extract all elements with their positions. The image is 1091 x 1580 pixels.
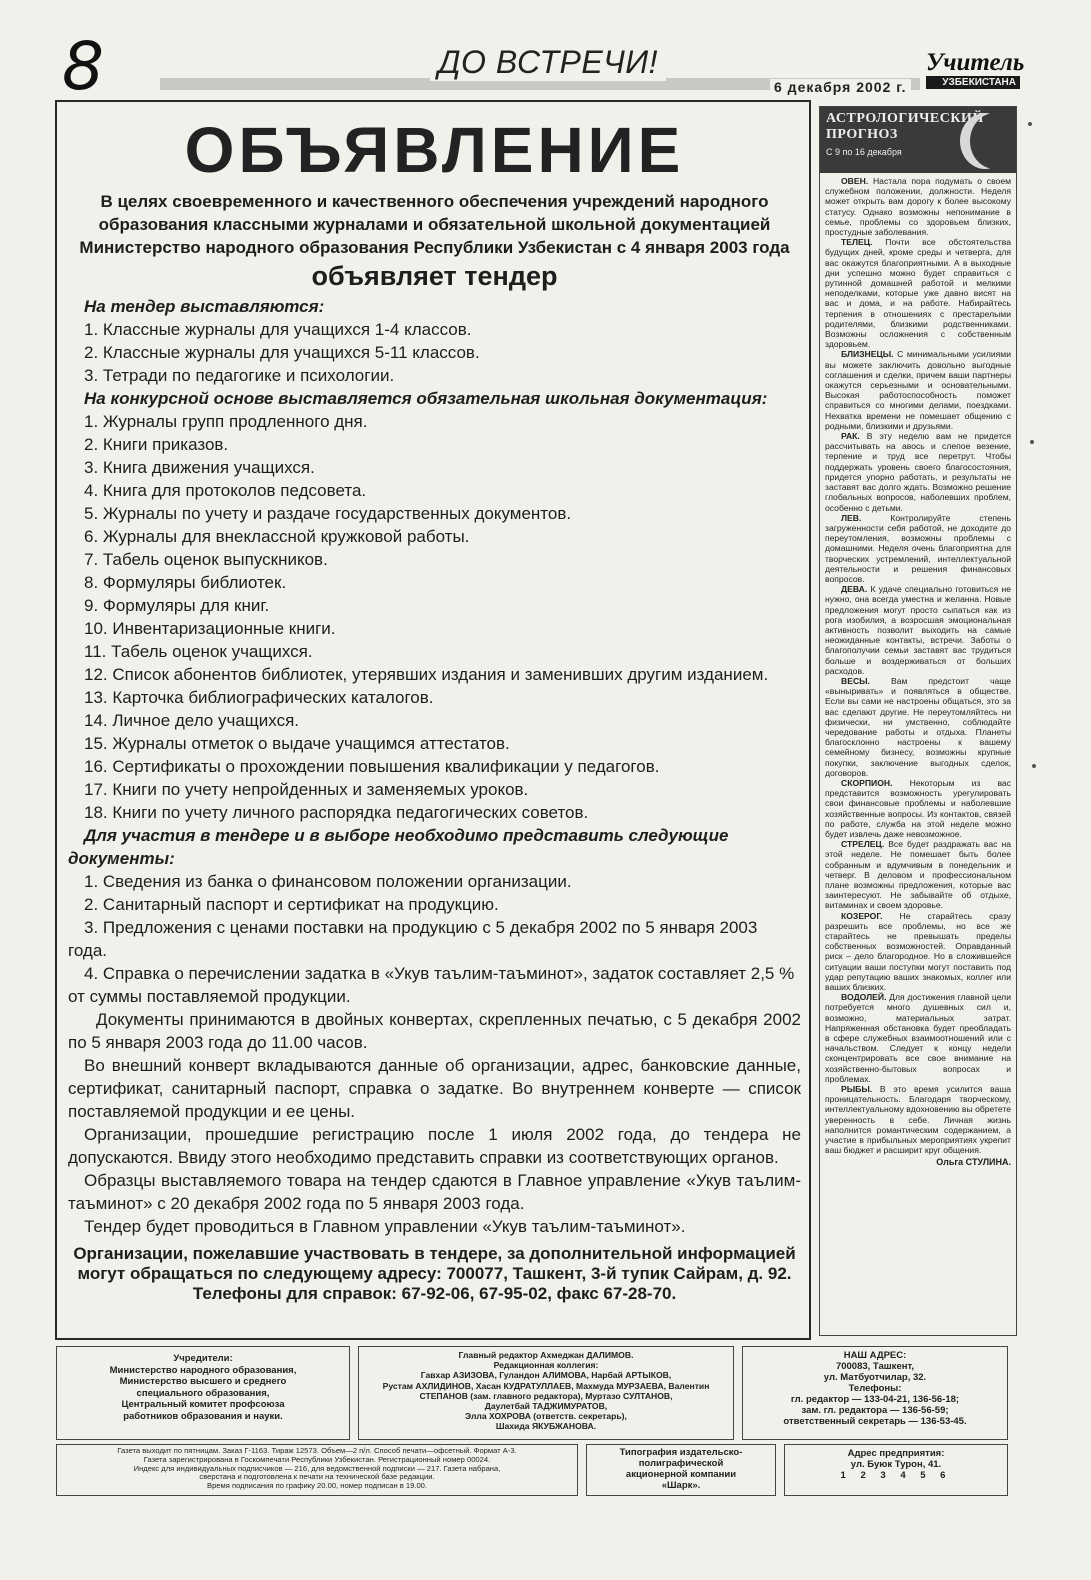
body-paragraph: Образцы выставляемого товара на тендер сдаются в Главное управление «Укув таълим-таъминот» с 20 декабря 2002 года по 5 января 2003 года. [68,1171,801,1213]
list-item: 15. Журналы отметок о выдаче учащимся аттестатов. [84,734,510,753]
sign-entry [825,431,1011,513]
section-heading: На конкурсной основе выставляется обязательная школьная документация: [84,389,768,408]
issue-date: 6 декабря 2002 г. [770,79,911,95]
binding-hole [1028,122,1032,126]
astro-header [820,107,1016,173]
list-item: 2. Книги приказов. [84,435,229,454]
address-line: НАШ АДРЕС: [843,1350,907,1361]
company-address-box [784,1444,1008,1496]
sign-text: Все будет раздражать вас на этой неделе. Не помешает быть более собранным и вдумчивым в понедельник и четверг. В деловом и профессиональном плане возможны предложения, которые вас заинтересуют. Не забывайте об отдыхе, витаминах и своем здоровье. [825,839,1011,911]
binding-hole [1030,440,1034,444]
founders-box [56,1346,350,1440]
sign-name: БЛИЗНЕЦЫ. [841,349,894,360]
sign-text: Контролируйте степень загруженности себя работой, не доходите до переутомления, возможны проблемы с домашними. Неделя очень благоприятна для творческих устремлений, интеллектуальной деятельности и решения финансовых вопросов. [825,512,1012,584]
sign-name: ВОДОЛЕЙ. [841,992,887,1003]
tech-line: Газета выходит по пятницам. Заказ Г-1163. Тираж 12573. Объем—2 п/л. Способ печати—офсетный. Формат А-3. [117,1446,517,1455]
sign-entry [825,911,1011,993]
printer-line: полиграфической [638,1458,724,1469]
tech-line: Газета зарегистрирована в Госкомпечати Республики Узбекистан. Регистрационный номер 00024. [143,1454,491,1464]
astro-date-range: С 9 по 16 декабря [826,147,902,157]
list-item: 12. Список абонентов библиотек, утерявших издания и заменивших другим изданием. [84,665,769,684]
sign-entry [825,513,1011,584]
list-item: 8. Формуляры библиотек. [84,573,287,592]
rubric-title: ДО ВСТРЕЧИ! [430,44,666,81]
address-line: зам. гл. редактора — 136-56-59; [801,1405,949,1416]
editors-line: Рустам АХЛИДИНОВ, Хасан КУДРАТУЛЛАЕВ, Махмуда МУРЗАЕВА, Валентин [382,1380,710,1391]
sign-text: С минимальными усилиями вы можете заключить довольно выгодные соглашения и сделки, причем ваши партнеры окажутся серьезными и основательными. Высокая работоспособность поможет справиться со многими делами, поездками. Нехватка времени не помешает общению с родными, близкими и друзьями. [825,349,1011,431]
founders-line: Министерство высшего и среднего [119,1376,287,1387]
editors-line: Шахида ЯКУБЖАНОВА. [495,1421,597,1432]
sign-name: ОВЕН. [841,176,869,186]
newspaper-logo [926,49,1025,90]
editors-line: Главный редактор Ахмеджан ДАЛИМОВ. [458,1350,634,1360]
astro-author: Ольга СТУЛИНА. [936,1156,1011,1167]
address-line: 700083, Ташкент, [835,1361,915,1372]
sign-name: ЛЕВ. [841,512,862,523]
founders-line: специального образования, [136,1387,270,1399]
list-item: 13. Карточка библиографических каталогов. [84,688,434,707]
list-item: 1. Журналы групп продленного дня. [84,412,368,431]
list-item: 9. Формуляры для книг. [84,596,270,615]
sign-name: СТРЕЛЕЦ. [841,839,885,850]
address-box [742,1346,1008,1440]
tech-line: Индекс для индивидуальных подписчиков — 216, для ведомственной подписки — 217. Газета набрана, [133,1463,501,1473]
list-item: 10. Инвентаризационные книги. [84,619,336,638]
sign-name: РЫБЫ. [841,1084,873,1095]
sign-text: Настала пора подумать о своем служебном положении, должности. Неделя может открыть вам дорогу к более высокому статусу. Однако возможны непонимание в семье, проблемы со здоровьем близких, простудные заболевания. [825,176,1012,238]
sign-text: В эту неделю вам не придется рассчитывать на авось и слепое везение, терпение и труд все перетрут. Чтобы поддержать уровень своего благосостояния, придется упорно работать, и результаты не заставят вас долго ждать. Возможно решение глобальных вопросов, наболевших проблем, особенно с детьми. [825,431,1011,513]
sign-entry [825,839,1011,910]
sign-entry [825,992,1011,1084]
announcement-intro-2: образования классными журналами и обязательной школьной документацией [98,215,771,234]
body-paragraph: Тендер будет проводиться в Главном управлении «Укув таълим-таъминот». [84,1217,686,1236]
sign-name: КОЗЕРОГ. [841,910,883,921]
address-line: Телефоны: [848,1383,902,1394]
list-item: 16. Сертификаты о прохождении повышения квалификации у педагогов. [84,757,660,776]
company-line: ул. Буюк Турон, 41. [850,1459,942,1470]
address-line: ответственный секретарь — 136-53-45. [783,1416,967,1427]
sign-entry [825,349,1011,431]
editors-line: СТЕПАНОВ (зам. главного редактора), Муртазо СУЛТАНОВ, [419,1390,673,1401]
company-line: Адрес предприятия: [847,1448,945,1459]
contact-line: Организации, пожелавшие участвовать в тендере, за дополнительной информацией [73,1244,796,1263]
sign-text: В это время усилится ваша проницательность. Благодаря творческому, интеллектуальному вдохновению вы обретете уверенность в себе. Личная жизнь наполнится романтическим содержанием, а участие в прибыльных мероприятиях укрепит ваш бюджет и расширит круг общения. [825,1084,1011,1156]
astro-body [820,173,1016,1167]
founders-line: Учредители: [173,1353,233,1364]
sign-name: ТЕЛЕЦ. [841,237,873,248]
editors-line: Даулетбай ТАДЖИМУРАТОВ, [484,1401,608,1412]
contact-line: Телефоны для справок: 67-92-06, 67-95-02, факс 67-28-70. [192,1284,677,1303]
announcement-title: ОБЪЯВЛЕНИЕ [184,114,685,186]
list-item: 1. Сведения из банка о финансовом положении организации. [84,872,572,891]
list-item: 18. Книги по учету личного распорядка педагогических советов. [84,803,589,822]
body-paragraph: Организации, прошедшие регистрацию после 1 июля 2002 года, до тендера не допускаются. Ввиду этого необходимо представить справки из соответствующих органов. [68,1125,801,1167]
sign-entry [825,676,1011,778]
list-item: 2. Санитарный паспорт и сертификат на продукцию. [84,895,499,914]
tech-line: Время подписания по графику 20.00, номер подписан в 19.00. [207,1481,427,1491]
list-item: 17. Книги по учету непройденных и заменяемых уроков. [84,780,529,799]
address-line: ул. Матбуотчилар, 32. [823,1372,927,1383]
list-item: 5. Журналы по учету и раздаче государственных документов. [84,504,572,523]
printer-line: «Шарк». [661,1480,701,1491]
contact-line: могут обращаться по следующему адресу: 700077, Ташкент, 3-й тупик Сайрам, д. 92. [77,1264,792,1283]
astro-title-line-2: ПРОГНОЗ [826,127,898,142]
sign-text: Не старайтесь сразу разрешить все проблемы, но все же старайтесь не превышать пределы собственных возможностей. Оправданный риск – дело благородное. Но в сложившейся ситуации ваши поступки могут поставить под удар репутацию ваших знакомых, коллег или ваших близких. [825,910,1011,993]
sign-name: ДЕВА. [841,584,868,595]
editorial-board-box [358,1346,734,1440]
printer-box [586,1444,776,1496]
tech-line: сверстана и подготовлена к печати на технической базе редакции. [199,1472,435,1482]
sign-name: ВЕСЫ. [841,675,870,686]
list-item: 4. Справка о перечислении задатка в «Укув таълим-таъминот», задаток составляет 2,5 % от суммы поставляемой продукции. [68,964,795,1006]
list-item: 3. Книга движения учащихся. [84,458,315,477]
list-item: 11. Табель оценок учащихся. [84,642,313,661]
binding-hole [1032,764,1036,768]
sign-entry [825,584,1011,676]
moon-icon [960,113,1010,169]
announcement-box [55,100,811,1340]
section-heading: Для участия в тендере и в выборе необходимо представить следующие документы: [68,826,729,868]
sign-entry [825,778,1011,839]
section-heading: На тендер выставляются: [84,297,325,316]
technical-info-box [56,1444,578,1496]
sign-text: Некоторым из вас представится возможность урегулировать свои финансовые проблемы и наболевшие хозяйственные вопросы. Из контактов, связей по работе, служба на этой неделе можно будет извлечь даже невозможное. [825,777,1012,839]
list-item: 6. Журналы для внеклассной кружковой работы. [84,527,470,546]
founders-line: Министерство народного образования, [109,1364,297,1376]
editors-line: Редакционная коллегия: [493,1360,599,1371]
list-item: 7. Табель оценок выпускников. [84,550,328,569]
tender-heading: объявляет тендер [311,261,558,291]
sign-name: СКОРПИОН. [841,777,893,788]
logo-script: Учитель [926,49,1025,76]
astro-column [819,106,1017,1336]
editors-line: Гавхар АЗИЗОВА, Гуландон АЛИМОВА, Нарбай АРТЫКОВ, [420,1370,672,1381]
sign-entry [825,237,1011,349]
sign-entry [825,1084,1011,1155]
list-item: 2. Классные журналы для учащихся 5-11 классов. [84,343,480,362]
list-item: 4. Книга для протоколов педсовета. [84,481,367,500]
founders-line: Центральный комитет профсоюза [121,1399,285,1410]
sign-text: Вам предстоит чаще «выныривать» и появляться в обществе. Если вы сами не настроены общаться, это за вас сделают другие. Не переутомляйтесь ни физически, ни умственно, соблюдайте чередование работы и отдыха. Планеты благосклонно настроены к вашему семейному бизнесу, возможны крупные покупки, заключение выгодных сделок, договоров. [825,675,1011,778]
body-paragraph: Документы принимаются в двойных конвертах, скрепленных печатью, с 5 декабря 2002 по 5 января 2003 года до 11.00 часов. [68,1010,801,1052]
list-item: 14. Личное дело учащихся. [84,711,300,730]
company-numbers: 1 2 3 4 5 6 [840,1470,952,1481]
sign-entry [825,176,1011,237]
announcement-intro-3: Министерство народного образования Республики Узбекистан с 4 января 2003 года [79,238,790,257]
announcement-intro-1: В целях своевременного и качественного обеспечения учреждений народного [100,192,769,211]
editors-line: Элла ХОХРОВА (ответств. секретарь), [465,1411,627,1422]
logo-bar: УЗБЕКИСТАНА [926,76,1020,89]
list-item: 3. Тетради по педагогике и психологии. [84,366,395,385]
list-item: 3. Предложения с ценами поставки на продукцию с 5 декабря 2002 по 5 января 2003 года. [68,918,758,960]
founders-line: работников образования и науки. [123,1410,283,1422]
sign-text: К удаче специально готовиться не нужно, она всегда уместна и желанна. Новые предложения могут просто сыпаться как из рога изобилия, а возросшая эмоциональная активность позволит выходить на самые неожиданные контакты, встречи. Заботы о благополучии семьи заставят вас трудиться больше и воздерживаться от больших расходов. [825,584,1011,676]
address-line: гл. редактор — 133-04-21, 136-56-18; [790,1394,960,1405]
sign-text: Почти все обстоятельства будущих дней, кроме среды и четверга, для вас окажутся благоприятными. А в выходные дни успешно можно будет справиться с рутинной домашней работой и мелкими неподелками, которые уже давно висят на вас и дома, и на работе. Набирайтесь терпения в отношениях с престарелыми родителями, близкими родственниками. Возможны осложнения с собственным здоровьем. [825,237,1011,350]
astro-title-line-1: АСТРОЛОГИЧЕСКИЙ [826,111,984,126]
page-number: 8 [62,28,105,105]
body-paragraph: Во внешний конверт вкладываются данные об организации, адрес, банковские данные, сертификат, санитарный паспорт, справка о задатке. Во внутреннем конверте — список поставляемой продукции и ее цены. [68,1056,801,1121]
printer-line: акционерной компании [625,1469,737,1480]
list-item: 1. Классные журналы для учащихся 1-4 классов. [84,320,472,339]
sign-text: Для достижения главной цели потребуется много душевных сил и, возможно, материальных затрат. Напряженная обстановка будет преобладать в сфере служебных взаимоотношений или с начальством. Следует к концу недели сконцентрировать все свое внимание на хозяйственно-бытовых вопросах и проблемах. [825,992,1011,1084]
printer-line: Типография издательско- [619,1447,743,1458]
sign-name: РАК. [841,431,860,442]
